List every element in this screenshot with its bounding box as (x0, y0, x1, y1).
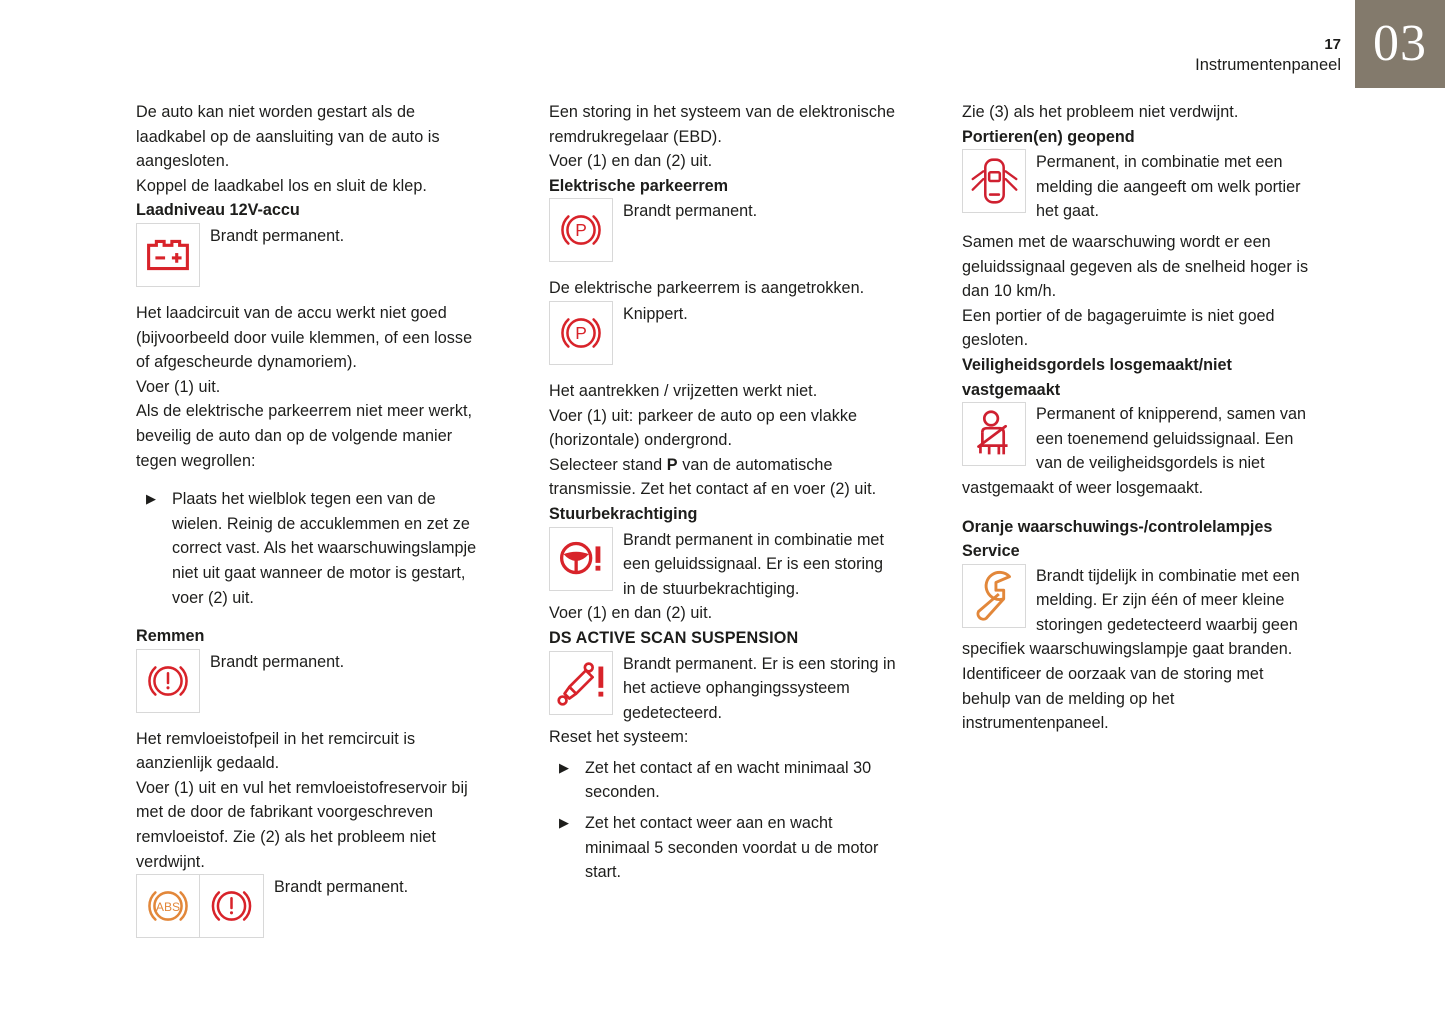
paragraph: De elektrische parkeerrem is aangetrokken. (549, 279, 865, 298)
icon-caption: Permanent, in combinatie met een melding die aangeeft om welk portier het gaat. (1036, 153, 1301, 221)
icon-group (549, 527, 613, 591)
page-header (0, 0, 1445, 90)
bullet-text: Zet het contact af en wacht minimaal 30 seconden. (585, 758, 872, 802)
electric-parking-brake-icon (549, 198, 613, 262)
paragraph: Voer (1) uit. (136, 377, 221, 396)
icon-caption-row (136, 223, 485, 287)
section-heading: Elektrische parkeerrem (549, 176, 729, 195)
column-1 (136, 100, 485, 938)
chapter-title: Instrumentenpaneel (1195, 56, 1341, 74)
icon-caption-row (549, 301, 898, 365)
paragraph: Voer (1) uit: parkeer de auto op een vlakke (horizontale) ondergrond. (549, 406, 858, 450)
paragraph: Voer (1) uit en vul het remvloeistofreservoir bij met de door de fabrikant voorgeschreven remvloeistof. Zie (2) als het probleem niet verdwijnt. (136, 778, 468, 871)
seatbelt-warning-icon (962, 402, 1026, 466)
icon-caption: Brandt permanent. (210, 652, 345, 671)
icon-group (136, 649, 200, 713)
service-wrench-icon (962, 564, 1026, 628)
paragraph: Reset het systeem: (549, 728, 689, 747)
paragraph: Een portier of de bagageruimte is niet goed gesloten. (962, 306, 1275, 350)
column-3 (962, 100, 1311, 938)
icon-group (136, 223, 200, 287)
paragraph-part: Selecteer stand (549, 455, 667, 474)
icon-caption: Brandt tijdelijk in combinatie met een melding. Er zijn één of meer kleine storingen gedetecteerd waarbij geen specifiek waarschuwingslampje gaat branden. Identificeer de oorzaak van de storing met behulp van de melding op het instrumentenpaneel. (962, 566, 1300, 733)
icon-caption: Brandt permanent. (274, 878, 409, 897)
paragraph: Het laadcircuit van de accu werkt niet goed (bijvoorbeeld door vuile klemmen, of een losse of afgescheurde dynamoriem). (136, 303, 473, 372)
icon-caption-row (962, 149, 1311, 224)
icon-caption: Permanent of knipperend, samen van een toenemend geluidssignaal. Een van de veiligheidsgordels is niet vastgemaakt of weer losgemaakt. (962, 405, 1306, 497)
paragraph: Een storing in het systeem van de elektronische remdrukregelaar (EBD). (549, 103, 896, 146)
paragraph: Zie (3) als het probleem niet verdwijnt. (962, 103, 1239, 121)
paragraph: Samen met de waarschuwing wordt er een geluidssignaal gegeven als de snelheid hoger is dan 10 km/h. (962, 232, 1309, 301)
section-heading: Stuurbekrachtiging (549, 504, 698, 523)
paragraph: Koppel de laadkabel los en sluit de klep. (136, 176, 427, 195)
electric-parking-brake-icon (549, 301, 613, 365)
bullet-marker-icon: ▶ (559, 759, 569, 775)
icon-group (549, 301, 613, 365)
icon-caption: Brandt permanent in combinatie met een geluidssignaal. Er is een storing in de stuurbekrachtiging. (623, 530, 884, 598)
paragraph: Als de elektrische parkeerrem niet meer werkt, beveilig de auto dan op de volgende manier tegen wegrollen: (136, 402, 473, 470)
paragraph: Voer (1) en dan (2) uit. (549, 604, 713, 623)
brake-warning-icon (200, 874, 264, 938)
icon-group (962, 149, 1026, 213)
icon-caption-block (962, 402, 1311, 500)
paragraph: De auto kan niet worden gestart als de laadkabel op de aansluiting van de auto is aangesloten. (136, 103, 440, 171)
bullet-marker-icon: ▶ (146, 491, 156, 507)
bullet-marker-icon: ▶ (559, 815, 569, 831)
section-heading: Remmen (136, 627, 205, 646)
icon-group (549, 651, 613, 715)
abs-warning-icon (136, 874, 200, 938)
section-heading: Veiligheidsgordels losgemaakt/niet vastgemaakt (962, 355, 1232, 399)
icon-caption: Knippert. (623, 304, 688, 323)
section-heading: Oranje waarschuwings-/controlelampjes (962, 517, 1273, 536)
section-heading: Portieren(en) geopend (962, 127, 1135, 146)
bullet-item (559, 756, 898, 805)
section-heading: DS ACTIVE SCAN SUSPENSION (549, 628, 799, 647)
paragraph-part: van de automatische transmissie. Zet het contact af en voer (2) uit. (549, 455, 877, 499)
brake-warning-icon (136, 649, 200, 713)
header-text-block (1195, 36, 1341, 75)
column-2 (549, 100, 898, 938)
icon-group (136, 874, 264, 938)
battery-12v-icon (136, 223, 200, 287)
bullet-item (146, 487, 485, 610)
paragraph: Voer (1) en dan (2) uit. (549, 152, 713, 171)
icon-caption: Brandt permanent. (623, 202, 758, 221)
icon-caption-row (549, 651, 898, 726)
icon-caption-row (136, 649, 485, 713)
paragraph: Het aantrekken / vrijzetten werkt niet. (549, 381, 818, 400)
section-heading: Service (962, 542, 1020, 561)
paragraph-with-bold (549, 453, 898, 502)
chapter-number-tab: 03 (1355, 0, 1445, 88)
svg-text:ABS: ABS (155, 900, 181, 915)
page-number: 17 (1324, 36, 1341, 53)
page-columns (136, 100, 1312, 938)
svg-text:P: P (575, 322, 587, 343)
section-heading: Laadniveau 12V-accu (136, 201, 300, 220)
paragraph: Het remvloeistofpeil in het remcircuit is aanzienlijk gedaald. (136, 729, 416, 773)
icon-caption-row (549, 527, 898, 602)
power-steering-warning-icon (549, 527, 613, 591)
icon-caption-block (962, 564, 1311, 736)
door-open-warning-icon (962, 149, 1026, 213)
icon-caption-row (549, 198, 898, 262)
svg-text:P: P (575, 220, 587, 241)
transmission-mode-label: P (666, 455, 678, 474)
icon-caption-row (136, 874, 485, 938)
icon-group (549, 198, 613, 262)
bullet-text: Zet het contact weer aan en wacht minimaal 5 seconden voordat u de motor start. (585, 814, 879, 882)
icon-caption: Brandt permanent. Er is een storing in het actieve ophangingssysteem gedetecteerd. (623, 654, 896, 722)
bullet-item (559, 811, 898, 885)
active-suspension-warning-icon (549, 651, 613, 715)
icon-caption: Brandt permanent. (210, 226, 345, 245)
bullet-text: Plaats het wielblok tegen een van de wielen. Reinig de accuklemmen en zet ze correct vast. Als het waarschuwingslampje niet uit gaat wanneer de motor is gestart, voer (2) uit. (172, 490, 477, 607)
